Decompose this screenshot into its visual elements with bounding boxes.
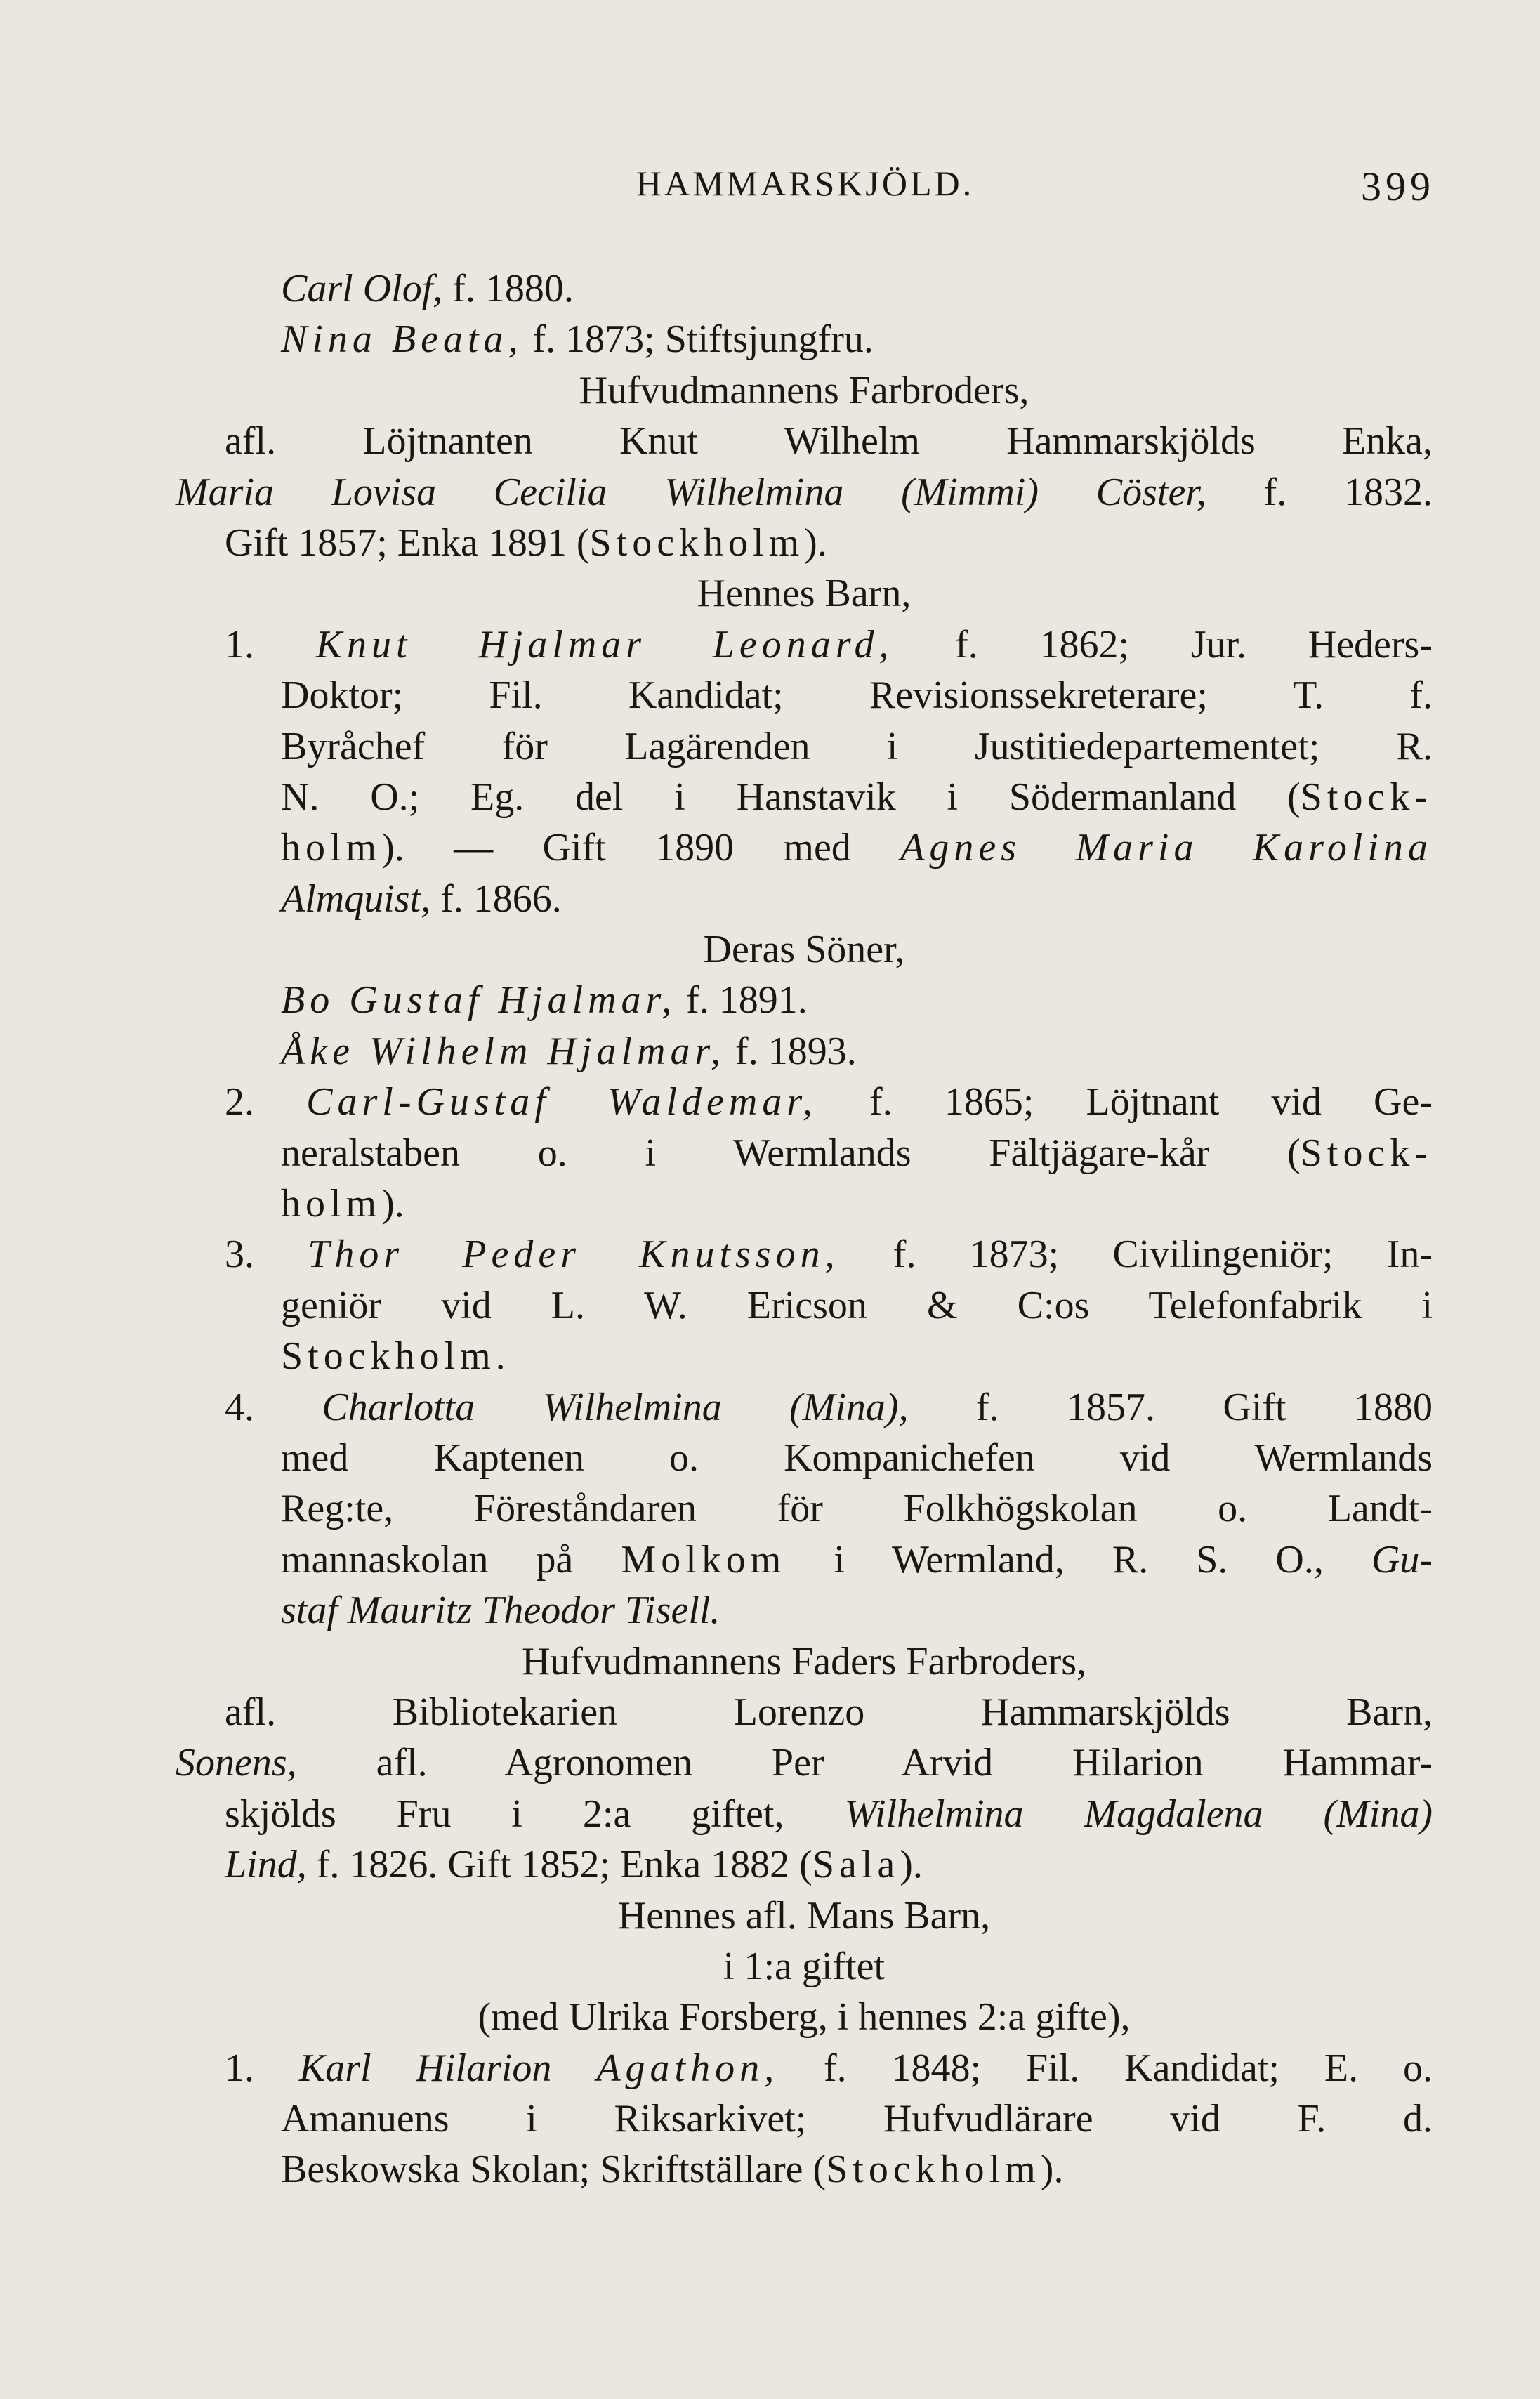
entry-line	[176, 1077, 1433, 1127]
line-text: Gift 1857; Enka 1891 (	[225, 520, 590, 565]
text-line: Amanuens i Riksarkivet; Hufvudlärare vid F. d.	[281, 2097, 1433, 2141]
line-text: skjölds Fru i 2:a giftet,	[225, 1792, 845, 1836]
text-line	[176, 874, 1433, 924]
entry-number: 1.	[225, 2046, 254, 2090]
section-heading: Hennes Barn,	[697, 572, 912, 616]
line-text: mannaskolan på	[281, 1537, 621, 1582]
line-text: ).	[381, 1182, 404, 1226]
line-text: f. 1832.	[1206, 470, 1433, 514]
person-name: Almquist,	[281, 876, 431, 921]
text-line	[176, 518, 1433, 568]
line-text: f. 1826. Gift 1852; Enka 1882 (	[306, 1843, 812, 1887]
line-text: f. 1873; Civilingeniör; In-	[839, 1233, 1433, 1277]
entry-line	[176, 2043, 1433, 2094]
line-text: f. 1848; Fil. Kandidat; E. o.	[779, 2046, 1433, 2090]
text-line	[176, 1737, 1433, 1788]
line-text: ).	[1040, 2148, 1064, 2192]
text-line: geniör vid L. W. Ericson & C:os Telefonfabrik i	[281, 1283, 1433, 1327]
person-name: Lind,	[225, 1843, 307, 1887]
person-name: Gu-	[1371, 1537, 1433, 1582]
person-name: staf Mauritz Theodor Tisell.	[281, 1589, 720, 1633]
section-heading: Hufvudmannens Faders Farbroders,	[521, 1639, 1087, 1683]
person-name: Knut Hjalmar Leonard,	[315, 622, 894, 666]
text-line: Reg:te, Föreståndaren för Folkhögskolan o. Landt-	[281, 1487, 1433, 1531]
text-line: Byråchef för Lagärenden i Justitiedepartementet; R.	[281, 724, 1433, 768]
place-name: holm	[281, 1182, 382, 1226]
entry-line	[176, 1382, 1433, 1433]
body-text	[176, 263, 1433, 2195]
line-text: afl. Agronomen Per Arvid Hilarion Hammar-	[296, 1741, 1433, 1785]
line-text: ). — Gift 1890 med	[381, 826, 901, 870]
text-line	[176, 467, 1433, 518]
place-name: holm	[281, 826, 382, 870]
person-name: Åke Wilhelm Hjalmar,	[281, 1029, 726, 1073]
person-name: Sonens,	[176, 1741, 297, 1785]
text-line	[176, 314, 1433, 364]
section-heading: Hufvudmannens Farbroders,	[579, 368, 1029, 412]
place-name: Stock-	[1300, 775, 1433, 819]
text-line: Doktor; Fil. Kandidat; Revisionssekreterare; T. f.	[281, 673, 1433, 718]
text-line	[176, 1839, 1433, 1890]
entry-number: 1.	[225, 622, 254, 666]
place-name: Stockholm	[826, 2148, 1041, 2192]
person-name: Wilhelmina Magdalena (Mina)	[844, 1792, 1433, 1836]
entry-number: 4.	[225, 1385, 254, 1429]
place-name: Stockholm	[589, 520, 805, 565]
line-text: neralstaben o. i Wermlands Fältjägare-kår (	[281, 1131, 1301, 1175]
entry-line	[176, 619, 1433, 670]
section-heading: Hennes afl. Mans Barn,	[617, 1893, 991, 1938]
line-text: f. 1891.	[676, 978, 808, 1023]
section-heading: (med Ulrika Forsberg, i hennes 2:a gifte),	[478, 1995, 1131, 2039]
entry-number: 2.	[225, 1080, 254, 1124]
person-name: Carl-Gustaf Waldemar,	[306, 1080, 817, 1124]
line-text: ).	[900, 1843, 923, 1887]
place-name: Molkom	[621, 1537, 787, 1582]
place-name: Stock-	[1300, 1131, 1433, 1175]
line-text: f. 1862; Jur. Heders-	[893, 622, 1433, 666]
place-name: Stockholm.	[281, 1334, 511, 1379]
entry-number: 3.	[225, 1233, 254, 1277]
person-name: Agathon,	[596, 2046, 779, 2090]
person-name: Thor Peder Knutsson,	[308, 1233, 840, 1277]
text-line: afl. Bibliotekarien Lorenzo Hammarskjölds Barn,	[225, 1690, 1433, 1734]
text-line	[176, 822, 1433, 873]
person-name: Bo Gustaf Hjalmar,	[281, 978, 677, 1023]
text-line: afl. Löjtnanten Knut Wilhelm Hammarskjölds Enka,	[225, 419, 1433, 464]
text-line	[176, 1128, 1433, 1178]
running-header	[176, 163, 1435, 219]
text-line	[176, 975, 1433, 1025]
line-text: f. 1893.	[725, 1029, 857, 1073]
text-line	[176, 772, 1433, 822]
line-text: Beskowska Skolan; Skriftställare (	[281, 2148, 827, 2192]
text-line	[176, 263, 1433, 314]
page-number: 399	[1361, 164, 1435, 209]
text-line: med Kaptenen o. Kompanichefen vid Wermlands	[281, 1435, 1433, 1480]
line-text: f. 1865; Löjtnant vid Ge-	[817, 1080, 1433, 1124]
place-name: Sala	[812, 1843, 900, 1887]
person-name: Agnes Maria Karolina	[900, 826, 1433, 870]
section-heading: Deras Söner,	[703, 928, 905, 972]
person-name: Charlotta Wilhelmina (Mina),	[322, 1385, 909, 1429]
line-text: N. O.; Eg. del i Hanstavik i Södermanland (	[281, 775, 1301, 819]
text-line	[176, 2144, 1433, 2195]
text-line	[176, 1178, 1433, 1229]
line-text: f. 1880.	[442, 267, 574, 310]
line-text: f. 1873; Stiftsjungfru.	[522, 317, 874, 362]
text-line	[176, 1789, 1433, 1839]
person-name: Maria Lovisa Cecilia Wilhelmina (Mimmi) Cöster,	[176, 470, 1206, 514]
header-title: HAMMARSKJÖLD.	[636, 164, 975, 203]
text-line	[176, 1026, 1433, 1077]
entry-line	[176, 1229, 1433, 1280]
text-line	[176, 1534, 1433, 1585]
line-text: f. 1866.	[430, 876, 562, 921]
person-name: Nina Beata,	[281, 317, 523, 362]
person-name: Karl Hilarion	[298, 2046, 597, 2090]
section-heading: i 1:a giftet	[723, 1944, 886, 1988]
line-text: ).	[804, 520, 827, 565]
person-name: Carl Olof,	[281, 267, 443, 310]
line-text: f. 1857. Gift 1880	[908, 1385, 1433, 1429]
line-text: i Wermland, R. S. O.,	[786, 1537, 1371, 1582]
